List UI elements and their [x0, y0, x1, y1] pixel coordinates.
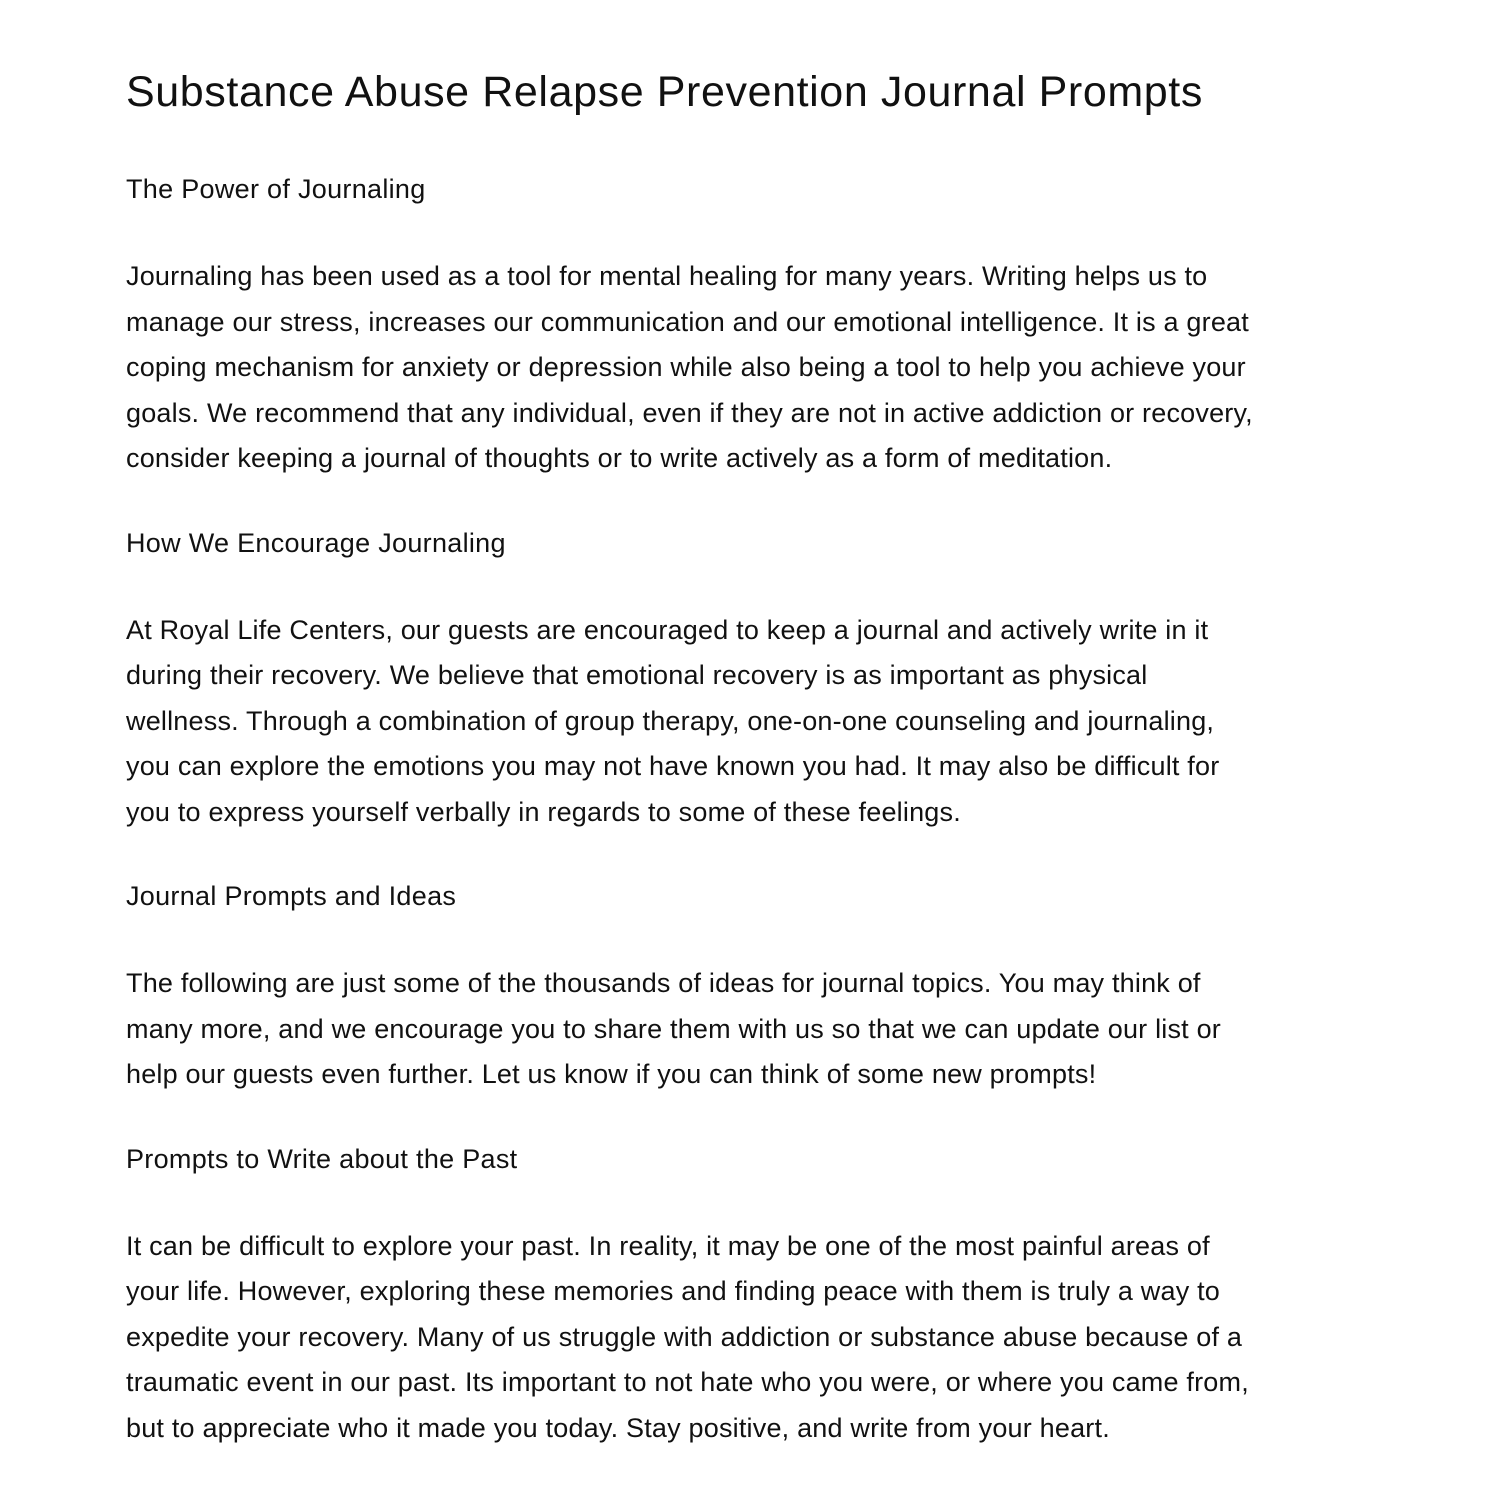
- paragraph-line: traumatic event in our past. Its important to not hate who you were, or where you came from,: [126, 1367, 1249, 1397]
- section-prompts-past: [126, 1141, 1386, 1452]
- section-heading: Journal Prompts and Ideas: [126, 881, 457, 911]
- section-journal-prompts-ideas: [126, 878, 1386, 1141]
- paragraph-line: The following are just some of the thousands of ideas for journal topics. You may think of: [126, 968, 1201, 998]
- section-heading: The Power of Journaling: [126, 174, 426, 204]
- paragraph-line: It can be difficult to explore your past. In reality, it may be one of the most painful areas of: [126, 1230, 1210, 1261]
- paragraph-line: Journaling has been used as a tool for mental healing for many years. Writing helps us to: [126, 261, 1208, 291]
- section-heading: How We Encourage Journaling: [126, 527, 506, 558]
- section-paragraph: [126, 1224, 1386, 1452]
- paragraph-line: you can explore the emotions you may not have known you had. It may also be difficult for: [126, 751, 1220, 781]
- paragraph-line: expedite your recovery. Many of us struggle with addiction or substance abuse because of a: [126, 1321, 1243, 1352]
- paragraph-line: many more, and we encourage you to share them with us so that we can update our list or: [126, 1013, 1221, 1044]
- paragraph-line: your life. However, exploring these memories and finding peace with them is truly a way to: [126, 1276, 1221, 1306]
- section-paragraph: [126, 608, 1386, 836]
- section-paragraph: [126, 961, 1386, 1098]
- paragraph-line: manage our stress, increases our communication and our emotional intelligence. It is a great: [126, 306, 1249, 337]
- document-title: Substance Abuse Relapse Prevention Journal Prompts: [126, 68, 1203, 116]
- paragraph-line: you to express yourself verbally in regards to some of these feelings.: [126, 796, 961, 827]
- paragraph-line: but to appreciate who it made you today. Stay positive, and write from your heart.: [126, 1412, 1110, 1443]
- section-paragraph: [126, 254, 1386, 482]
- paragraph-line: consider keeping a journal of thoughts or to write actively as a form of meditation.: [126, 443, 1113, 473]
- section-power-of-journaling: [126, 171, 1386, 525]
- section-heading: Prompts to Write about the Past: [126, 1143, 518, 1174]
- document-page: [126, 64, 1386, 1451]
- section-how-we-encourage: [126, 525, 1386, 879]
- paragraph-line: wellness. Through a combination of group therapy, one-on-one counseling and journaling,: [126, 705, 1215, 736]
- paragraph-line: At Royal Life Centers, our guests are encouraged to keep a journal and actively write in it: [126, 614, 1209, 645]
- paragraph-line: during their recovery. We believe that emotional recovery is as important as physical: [126, 660, 1148, 690]
- paragraph-line: coping mechanism for anxiety or depression while also being a tool to help you achieve your: [126, 352, 1246, 382]
- paragraph-line: help our guests even further. Let us know if you can think of some new prompts!: [126, 1059, 1097, 1089]
- paragraph-line: goals. We recommend that any individual, even if they are not in active addiction or recovery,: [126, 397, 1253, 428]
